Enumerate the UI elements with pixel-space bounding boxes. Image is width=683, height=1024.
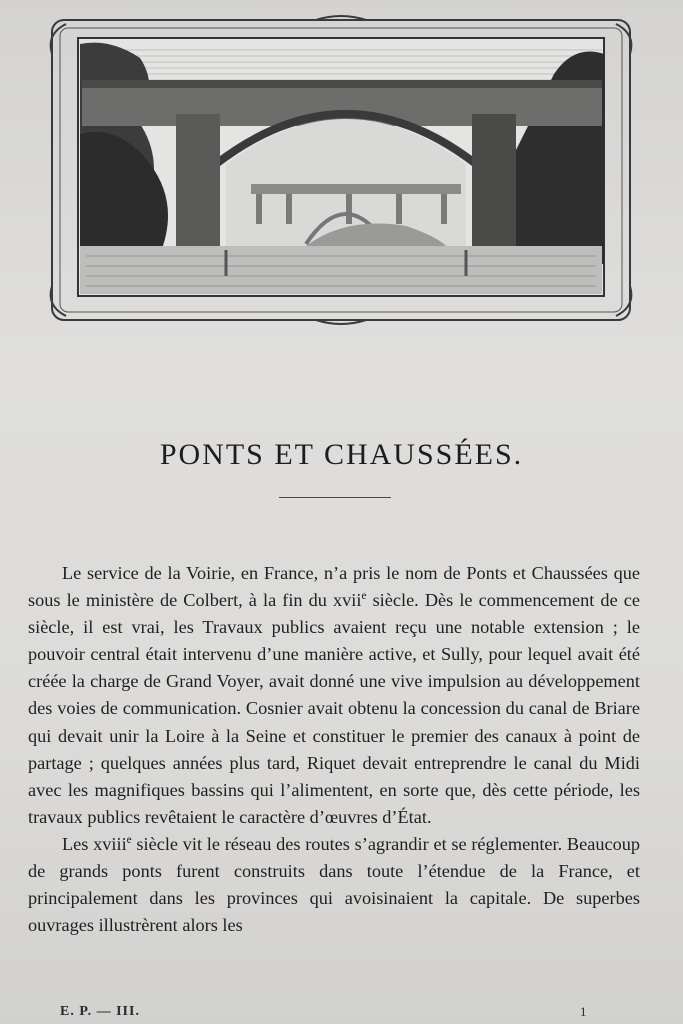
paragraph-1-text-cont: siècle. Dès le commencement de ce siècle, il est vrai, les Travaux publics avaient reçu une notable extension ; le pouvoir central était intervenu d’une manière active, et Sully, pour lequel avait été créée la charge de Grand Voyer, avait donné une vive impulsion au développement des voies de communication. Cosnier avait obtenu la concession du canal de Briare qui devait unir la Loire à la Seine et constituer le premier des canaux à point de partage ; quelques années plus tard, Riquet devait entreprendre le canal du Midi avec les magnifiques bassins qui l’alimentent, en sorte que, dès cette période, les travaux publics revêtaient le caractère d’œuvres d’État. — [28, 590, 640, 827]
bridge-engraving — [46, 14, 636, 326]
paragraph-1-century-suffix: e — [361, 590, 367, 602]
paragraph-1 — [28, 560, 640, 831]
paragraph-1-text: Le service de la Voirie, en France, n’a pris le nom de Ponts et Chaussées que sous le ministère de Colbert, à la fin du xvii — [28, 563, 640, 611]
paragraph-2-century-suffix: e — [126, 833, 132, 846]
body-text — [28, 560, 640, 939]
paragraph-2-text: Les xviii — [62, 833, 127, 854]
paragraph-2 — [28, 831, 640, 939]
signature-mark: E. P. — III. — [60, 1004, 140, 1019]
paragraph-2-text-cont: siècle vit le réseau des routes s’agrandir et se réglementer. Beaucoup de grands ponts furent construits dans toute l’étendue de la France, et principalement dans les provinces qui avoisinaient la capitale. De superbes ouvrages illustrèrent alors les — [28, 833, 641, 936]
title-divider — [279, 497, 391, 498]
chapter-title: PONTS ET CHAUSSÉES. — [159, 438, 524, 472]
sheet-number: 1 — [580, 1004, 587, 1019]
